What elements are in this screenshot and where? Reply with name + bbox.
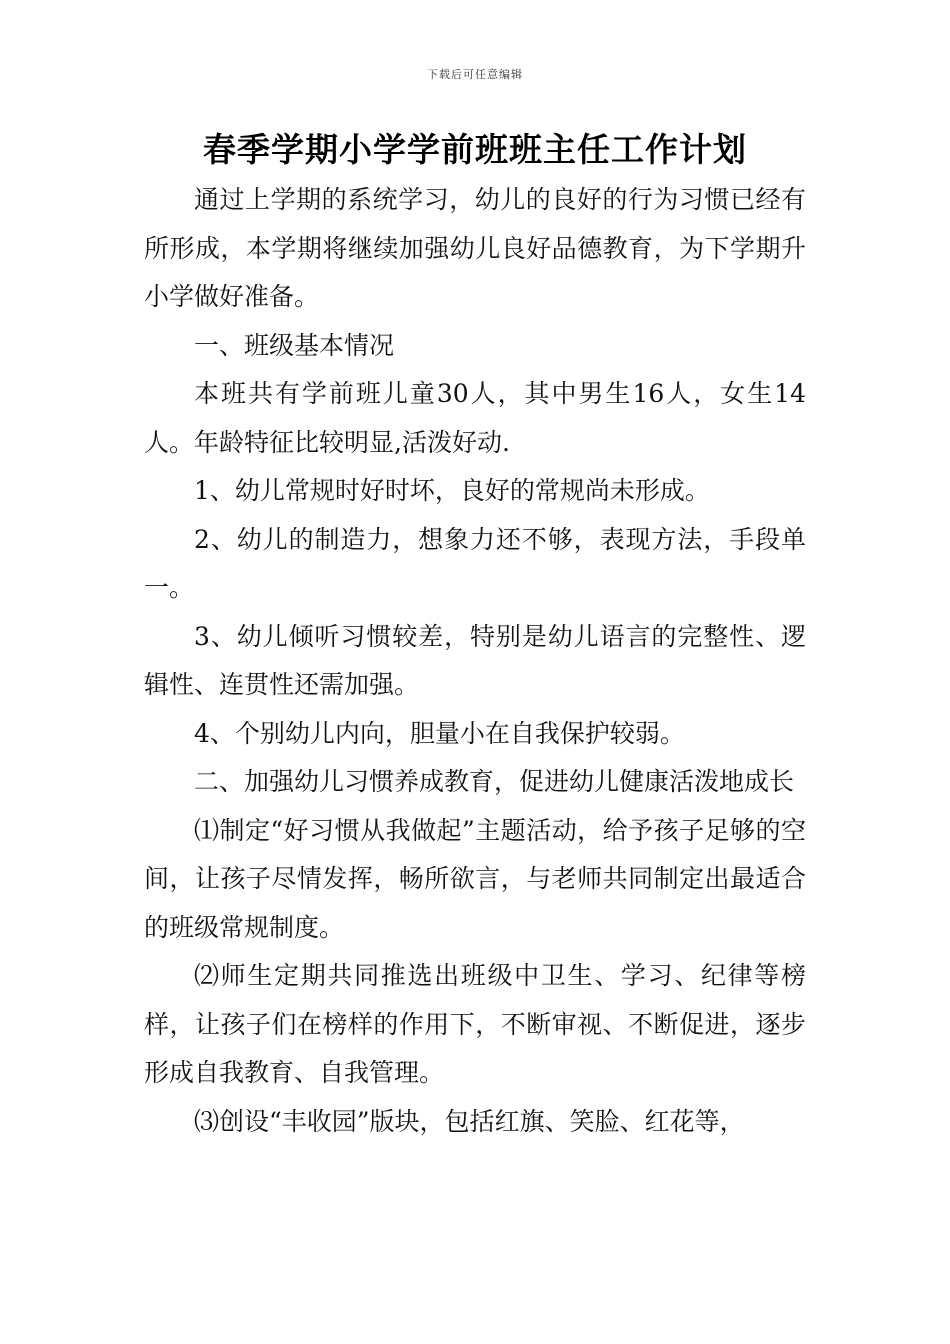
list-item-4: 4、个别幼儿内向，胆量小在自我保护较弱。	[194, 718, 685, 748]
list-item-1: 1、幼儿常规时好时坏，良好的常规尚未形成。	[194, 476, 710, 505]
paragraph-class-info: 本班共有学前班儿童30人，其中男生16人，女生14人。年龄特征比较明显,活泼好动.	[144, 379, 806, 457]
habit-item-3: ⑶创设“丰收园”版块，包括红旗、笑脸、红花等，	[194, 1106, 745, 1136]
list-item-2: 2、幼儿的制造力，想象力还不够，表现方法，手段单一。	[144, 524, 806, 602]
habit-item-2: ⑵师生定期共同推选出班级中卫生、学习、纪律等榜样，让孩子们在榜样的作用下，不断审视、不断促进，逐步形成自我教育、自我管理。	[144, 961, 806, 1087]
header-note: 下载后可任意编辑	[427, 68, 523, 81]
list-item-3: 3、幼儿倾听习惯较差，特别是幼儿语言的完整性、逻辑性、连贯性还需加强。	[144, 621, 806, 699]
document-body	[144, 176, 806, 1146]
section-heading-class-info: 一、班级基本情况	[194, 330, 395, 360]
habit-item-1: ⑴制定“好习惯从我做起”主题活动，给予孩子足够的空间，让孩子尽情发挥，畅所欲言，与老师共同制定出最适合的班级常规制度。	[144, 815, 806, 942]
paragraph-intro: 通过上学期的系统学习，幼儿的良好的行为习惯已经有所形成，本学期将继续加强幼儿良好品德教育，为下学期升小学做好准备。	[144, 185, 806, 311]
document-title: 春季学期小学学前班班主任工作计划	[203, 130, 747, 169]
section-heading-habits: 二、加强幼儿习惯养成教育，促进幼儿健康活泼地成长	[194, 767, 795, 796]
